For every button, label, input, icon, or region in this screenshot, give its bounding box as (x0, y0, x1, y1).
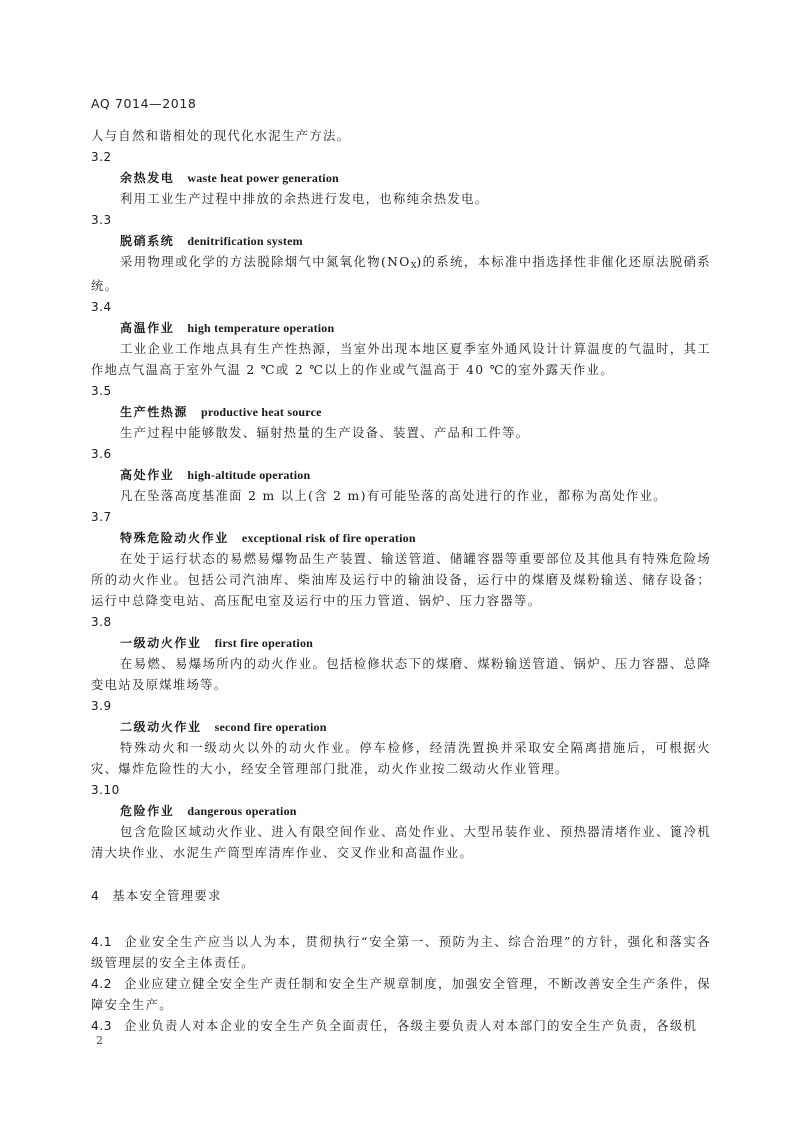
term-en: productive heat source (201, 405, 322, 419)
term-definition: 凡在坠落高度基准面 2 m 以上(含 2 m)有可能坠落的高处进行的作业，都称为高处作业。 (120, 489, 667, 503)
clause-4-3 (91, 1016, 711, 1037)
term-en: dangerous operation (187, 804, 297, 818)
term-entry-3-6 (91, 444, 711, 507)
term-definition: 利用工业生产过程中排放的余热进行发电，也称纯余热发电。 (120, 192, 489, 206)
term-entry-3-8 (91, 612, 711, 696)
clause-number: 3.6 (91, 447, 112, 461)
term-definition: 在处于运行状态的易燃易爆物品生产装置、输送管道、储罐容器等重要部位及其他具有特殊危险场所的动火作业。包括公司汽油库、柴油库及运行中的输油设备，运行中的煤磨及煤粉输送、储存设备；运行中总降变电站、高压配电室及运行中的压力管道、锅炉、压力容器等。 (91, 552, 711, 608)
term-zh: 特殊危险动火作业 (120, 531, 229, 545)
term-zh: 一级动火作业 (120, 636, 202, 650)
clause-number: 4.3 (91, 1019, 113, 1033)
term-title (91, 717, 711, 738)
term-zh: 脱硝系统 (120, 234, 175, 248)
term-zh: 二级动火作业 (120, 720, 202, 734)
term-definition: 包含危险区域动火作业、进入有限空间作业、高处作业、大型吊装作业、预热器清堵作业、篦冷机清大块作业、水泥生产筒型库清库作业、交叉作业和高温作业。 (91, 825, 711, 860)
term-title (91, 633, 711, 654)
term-definition: 在易燃、易爆场所内的动火作业。包括检修状态下的煤磨、煤粉输送管道、锅炉、压力容器、总降变电站及原煤堆场等。 (91, 657, 711, 692)
term-zh: 生产性热源 (120, 405, 189, 419)
term-entry-3-10 (91, 780, 711, 864)
page-number: 2 (96, 1034, 103, 1047)
term-en: high-altitude operation (187, 468, 311, 482)
term-title (91, 168, 711, 189)
term-definition: 生产过程中能够散发、辐射热量的生产设备、装置、产品和工件等。 (120, 426, 530, 440)
term-en: exceptional risk of fire operation (241, 531, 416, 545)
term-title (91, 465, 711, 486)
term-en: denitrification system (187, 234, 303, 248)
term-title (91, 801, 711, 822)
clause-number: 3.4 (91, 300, 112, 314)
page-content (91, 126, 711, 1037)
definition-subscript: X (410, 261, 417, 270)
clause-number: 3.3 (91, 213, 112, 227)
term-zh: 余热发电 (120, 171, 175, 185)
clause-number: 4.1 (91, 935, 113, 949)
term-definition (91, 252, 711, 297)
term-entry-3-2 (91, 147, 711, 210)
term-en: high temperature operation (187, 321, 335, 335)
definition-text-before: 采用物理或化学的方法脱除烟气中氮氧化物(NO (120, 255, 411, 269)
section-heading (91, 886, 711, 907)
term-entry-3-3 (91, 210, 711, 297)
term-definition: 特殊动火和一级动火以外的动火作业。停车检修，经清洗置换并采取安全隔离措施后，可根据火灾、爆炸危险性的大小，经安全管理部门批准，动火作业按二级动火作业管理。 (91, 741, 711, 776)
clause-number: 3.7 (91, 510, 112, 524)
section-number: 4 (91, 889, 101, 903)
clause-number: 3.5 (91, 384, 112, 398)
term-title (91, 402, 711, 423)
clause-text: 企业负责人对本企业的安全生产负全面责任，各级主要负责人对本部门的安全生产负责，各级机 (124, 1019, 698, 1033)
section-title: 基本安全管理要求 (112, 889, 222, 903)
clause-number: 3.2 (91, 150, 112, 164)
term-zh: 高处作业 (120, 468, 175, 482)
definition-text-after: )的系统，本标准中指选择性非催化还原法脱硝系统。 (91, 255, 712, 293)
term-entry-3-9 (91, 696, 711, 780)
clause-text: 企业安全生产应当以人为本，贯彻执行“安全第一、预防为主、综合治理”的方针，强化和落实各级管理层的安全主体责任。 (91, 935, 711, 970)
term-en: first fire operation (214, 636, 314, 650)
term-title (91, 318, 711, 339)
clause-4-2 (91, 974, 711, 1016)
term-en: second fire operation (214, 720, 327, 734)
term-entry-3-5 (91, 381, 711, 444)
clause-4-1 (91, 932, 711, 974)
clause-text: 企业应建立健全安全生产责任制和安全生产规章制度，加强安全管理，不断改善安全生产条件，保障安全生产。 (91, 977, 711, 1012)
term-definition: 工业企业工作地点具有生产性热源，当室外出现本地区夏季室外通风设计计算温度的气温时，其工作地点气温高于室外气温 2 ℃或 2 ℃以上的作业或气温高于 40 ℃的室外露天作业。 (91, 342, 711, 377)
clause-number: 3.10 (91, 783, 120, 797)
clause-number: 3.9 (91, 699, 112, 713)
clause-number: 4.2 (91, 977, 113, 991)
term-title (91, 528, 711, 549)
term-zh: 高温作业 (120, 321, 175, 335)
clause-number: 3.8 (91, 615, 112, 629)
term-entry-3-4 (91, 297, 711, 381)
term-zh: 危险作业 (120, 804, 175, 818)
term-title (91, 231, 711, 252)
term-entry-3-7 (91, 507, 711, 612)
document-code-header: AQ 7014—2018 (91, 96, 197, 111)
term-en: waste heat power generation (187, 171, 339, 185)
intro-continuation: 人与自然和谐相处的现代化水泥生产方法。 (91, 129, 351, 143)
